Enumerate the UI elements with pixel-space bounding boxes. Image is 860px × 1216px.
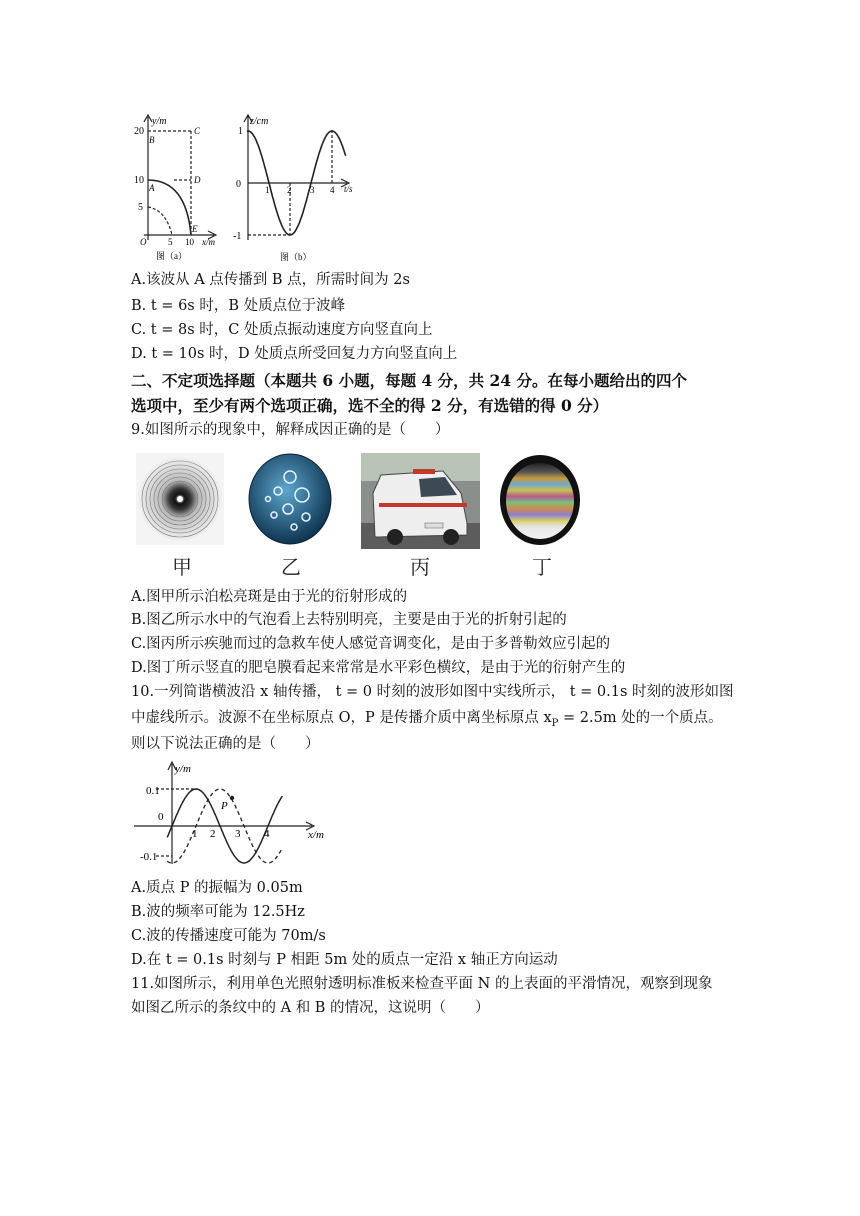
caption-bing: 丙 bbox=[410, 555, 430, 579]
fig-b-axis-y: z/cm bbox=[250, 116, 269, 127]
fig-a-pt-e: E bbox=[192, 224, 198, 234]
q10-y-zero: 0 bbox=[158, 811, 164, 823]
fig-a-x5: 5 bbox=[168, 237, 173, 247]
fig-a-pt-c: C bbox=[194, 126, 201, 136]
figure-b bbox=[230, 112, 365, 264]
q10-stem-line3: 则以下说法正确的是（ ） bbox=[131, 736, 320, 752]
q10-x1: 1 bbox=[192, 828, 198, 840]
q10-axis-y: y/m bbox=[175, 763, 191, 775]
q10-stem-line1: 10.一列简谐横波沿 x 轴传播， t = 0 时刻的波形如图中实线所示， t = 0.1s 时刻的波形如图 bbox=[131, 684, 734, 700]
figure-a bbox=[128, 112, 230, 262]
caption-ding: 丁 bbox=[532, 555, 552, 579]
fig-a-axis-y: y/m bbox=[152, 116, 167, 127]
q10-option-c: C.波的传播速度可能为 70m/s bbox=[131, 928, 326, 944]
q8-option-b: B. t = 6s 时，B 处质点位于波峰 bbox=[131, 298, 346, 314]
q10-option-d: D.在 t = 0.1s 时刻与 P 相距 5m 处的质点一定沿 x 轴正方向运动 bbox=[131, 952, 558, 968]
fig-b-caption: 图（b） bbox=[280, 252, 312, 262]
q9-option-d: D.图丁所示竖直的肥皂膜看起来常常是水平彩色横纹，是由于光的衍射产生的 bbox=[131, 660, 626, 676]
q10-option-a: A.质点 P 的振幅为 0.05m bbox=[131, 880, 303, 896]
q11-stem-line2: 如图乙所示的条纹中的 A 和 B 的情况，这说明（ ） bbox=[131, 1000, 490, 1016]
fig-b-t2: 2 bbox=[287, 185, 292, 195]
fig-a-pt-b: B bbox=[149, 135, 155, 145]
q10-y-bot: -0.1 bbox=[140, 851, 158, 863]
fig-b-y1: 1 bbox=[238, 126, 243, 137]
q9-option-b: B.图乙所示水中的气泡看上去特别明亮，主要是由于光的折射引起的 bbox=[131, 612, 567, 628]
section-2-heading-cont: 选项中，至少有两个选项正确，选不全的得 2 分，有选错的得 0 分） bbox=[131, 396, 609, 415]
q10-wave-graph bbox=[132, 758, 337, 868]
q9-stem: 9.如图所示的现象中，解释成因正确的是（ ） bbox=[131, 422, 450, 438]
poisson-spot-image bbox=[136, 453, 224, 545]
caption-yi: 乙 bbox=[281, 555, 301, 579]
fig-a-caption: 图（a） bbox=[156, 251, 187, 261]
q10-stem-line2 bbox=[131, 708, 723, 734]
fig-a-origin: O bbox=[140, 237, 147, 247]
fig-b-t1: 1 bbox=[265, 185, 270, 195]
q10-x3: 3 bbox=[235, 828, 241, 840]
q10-y-top: 0.1 bbox=[146, 785, 160, 797]
fig-b-axis-x: t/s bbox=[344, 184, 353, 194]
fig-b-t3: 3 bbox=[310, 185, 315, 195]
section-2-heading: 二、不定项选择题（本题共 6 小题，每题 4 分，共 24 分。在每小题给出的四个 bbox=[131, 371, 688, 390]
fig-b-yn1: -1 bbox=[233, 231, 242, 242]
fig-a-axis-x: x/m bbox=[202, 237, 215, 247]
soap-film-image bbox=[498, 453, 582, 547]
q8-option-d: D. t = 10s 时，D 处质点所受回复力方向竖直向上 bbox=[131, 346, 458, 362]
q10-x4: 4 bbox=[264, 828, 270, 840]
q9-option-c: C.图丙所示疾驰而过的急救车使人感觉音调变化，是由于多普勒效应引起的 bbox=[131, 636, 611, 652]
q10-stem-line2-end: = 2.5m 处的一个质点。 bbox=[558, 710, 723, 726]
q9-option-a: A.图甲所示泊松亮斑是由于光的衍射形成的 bbox=[131, 589, 408, 605]
q10-axis-x: x/m bbox=[308, 829, 324, 841]
fig-a-y5: 5 bbox=[138, 202, 143, 213]
fig-a-pt-d: D bbox=[194, 175, 201, 185]
fig-a-y20: 20 bbox=[134, 126, 144, 137]
fig-a-x10: 10 bbox=[185, 237, 194, 247]
q10-stem-sub: P bbox=[551, 717, 559, 729]
water-bubbles-image bbox=[248, 453, 332, 545]
q10-stem-line2-text: 中虚线所示。波源不在坐标原点 O，P 是传播介质中离坐标原点 x bbox=[131, 710, 552, 726]
fig-a-y10: 10 bbox=[134, 175, 144, 186]
q10-option-b: B.波的频率可能为 12.5Hz bbox=[131, 904, 305, 920]
fig-b-y0: 0 bbox=[236, 179, 241, 190]
q8-option-c: C. t = 8s 时，C 处质点振动速度方向竖直向上 bbox=[131, 322, 433, 338]
q10-x2: 2 bbox=[210, 828, 216, 840]
fig-a-pt-a: A bbox=[149, 183, 155, 193]
ambulance-image bbox=[361, 453, 480, 549]
caption-jia: 甲 bbox=[172, 555, 192, 579]
fig-b-t4: 4 bbox=[330, 185, 335, 195]
q10-p-label: P bbox=[221, 800, 228, 812]
q11-stem-line1: 11.如图所示，利用单色光照射透明标准板来检查平面 N 的上表面的平滑情况，观察到现象 bbox=[131, 976, 713, 992]
q8-option-a: A.该波从 A 点传播到 B 点，所需时间为 2s bbox=[131, 272, 410, 288]
